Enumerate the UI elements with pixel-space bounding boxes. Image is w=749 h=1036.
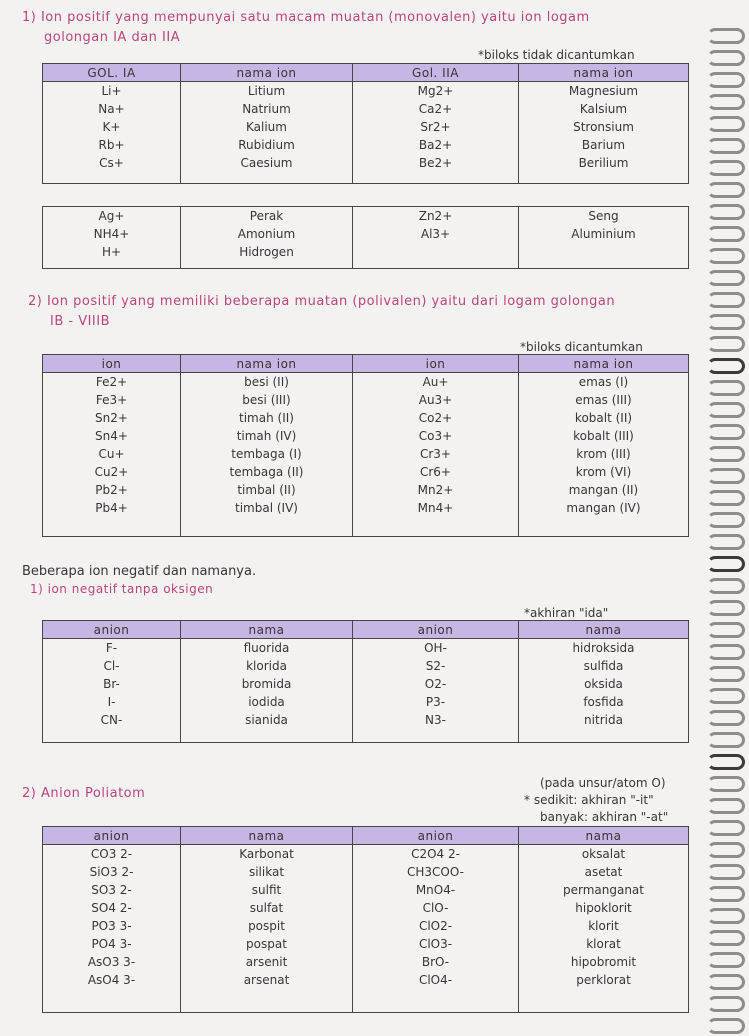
- table-cell: klorat: [586, 937, 621, 951]
- table-cell: H+: [101, 245, 122, 259]
- column-ion: [43, 207, 180, 261]
- table-cell: P3-: [425, 695, 446, 709]
- column-ion: [353, 207, 518, 243]
- table-cell: ClO2-: [418, 919, 453, 933]
- header-nama: nama: [181, 827, 353, 845]
- table-cell: MnO4-: [415, 883, 456, 897]
- polyvalent-table: [42, 354, 689, 537]
- table-cell: tembaga (II): [229, 465, 304, 479]
- header-nama-ion: nama ion: [519, 64, 689, 82]
- table-cell: sulfat: [249, 901, 284, 915]
- header-anion: anion: [43, 621, 181, 639]
- binder-ring: [707, 468, 745, 484]
- column-name: [181, 373, 352, 517]
- table-cell: Amonium: [237, 227, 296, 241]
- binder-ring: [707, 358, 745, 374]
- table-cell: Cl-: [103, 659, 120, 673]
- header-nama: nama: [519, 827, 689, 845]
- table-cell: Sr2+: [420, 120, 451, 134]
- table-cell: Caesium: [240, 156, 293, 170]
- binder-ring: [707, 314, 745, 330]
- header-nama: nama: [519, 621, 689, 639]
- header-nama-ion: nama ion: [181, 64, 353, 82]
- binder-ring: [707, 908, 745, 924]
- binder-ring: [707, 160, 745, 176]
- table-cell: S2-: [425, 659, 446, 673]
- table-cell: timah (IV): [236, 429, 297, 443]
- table-cell: Natrium: [242, 102, 291, 116]
- header-ion: ion: [43, 355, 181, 373]
- table-cell: ClO3-: [418, 937, 453, 951]
- section1-heading-line1: 1) Ion positif yang mempunyai satu macam muatan (monovalen) yaitu ion logam: [22, 10, 590, 25]
- section3-note: *akhiran "ida": [524, 606, 609, 620]
- table-cell: fosfida: [583, 695, 624, 709]
- table-cell: CH3COO-: [407, 865, 464, 879]
- binder-ring: [707, 886, 745, 902]
- table-cell: Berilium: [578, 156, 629, 170]
- table-cell: Aluminium: [571, 227, 636, 241]
- table-cell: CN-: [100, 713, 123, 727]
- negative-ions-intro: Beberapa ion negatif dan namanya.: [22, 564, 257, 579]
- monovalent-table-2: [42, 206, 689, 269]
- table-cell: Stronsium: [573, 120, 634, 134]
- table-cell: Fe3+: [95, 393, 128, 407]
- table-cell: arsenit: [245, 955, 288, 969]
- binder-ring: [707, 622, 745, 638]
- table-cell: Ag+: [98, 209, 125, 223]
- section4-note-line2: * sedikit: akhiran "-it": [524, 793, 654, 807]
- table-cell: timah (II): [239, 411, 294, 425]
- table-cell: ClO-: [422, 901, 449, 915]
- table-cell: silikat: [248, 865, 285, 879]
- table-cell: Hidrogen: [239, 245, 294, 259]
- table-cell: SO4 2-: [91, 901, 132, 915]
- table-cell: mangan (IV): [566, 501, 641, 515]
- binder-ring: [707, 996, 745, 1012]
- table-cell: SiO3 2-: [89, 865, 134, 879]
- binder-ring: [707, 644, 745, 660]
- binder-ring: [707, 578, 745, 594]
- binder-ring: [707, 270, 745, 286]
- spiral-binding: [701, 0, 749, 1036]
- table-cell: Litium: [247, 84, 286, 98]
- binder-ring: [707, 380, 745, 396]
- binder-ring: [707, 226, 745, 242]
- table-cell: CO3 2-: [90, 847, 133, 861]
- binder-ring: [707, 930, 745, 946]
- section1-heading-line2: golongan IA dan IIA: [44, 30, 181, 45]
- header-nama: nama: [181, 621, 353, 639]
- header-gol-iia: Gol. IIA: [353, 64, 519, 82]
- header-gol-ia: GOL. IA: [43, 64, 181, 82]
- table-cell: pospat: [246, 937, 287, 951]
- table-cell: F-: [105, 641, 118, 655]
- table-cell: Mn4+: [417, 501, 454, 515]
- binder-ring: [707, 116, 745, 132]
- table-cell: K+: [102, 120, 121, 134]
- binder-ring: [707, 512, 745, 528]
- column-name: [181, 82, 352, 172]
- table-cell: Mg2+: [417, 84, 454, 98]
- table-cell: perklorat: [576, 973, 631, 987]
- table-cell: arsenat: [243, 973, 290, 987]
- binder-ring: [707, 974, 745, 990]
- table-cell: Rb+: [98, 138, 125, 152]
- header-ion: ion: [353, 355, 519, 373]
- binder-ring: [707, 820, 745, 836]
- binder-ring: [707, 204, 745, 220]
- binder-ring: [707, 776, 745, 792]
- section4-note-line3: banyak: akhiran "-at": [540, 810, 669, 824]
- binder-ring: [707, 534, 745, 550]
- binder-ring: [707, 424, 745, 440]
- table-cell: bromida: [241, 677, 292, 691]
- column-name: [181, 207, 352, 261]
- table-cell: O2-: [424, 677, 447, 691]
- table-cell: timbal (II): [237, 483, 296, 497]
- table-cell: krom (VI): [575, 465, 632, 479]
- table-cell: kobalt (III): [573, 429, 634, 443]
- table-cell: Cs+: [99, 156, 124, 170]
- binder-ring: [707, 666, 745, 682]
- table-cell: Magnesium: [568, 84, 639, 98]
- table-cell: Cu2+: [94, 465, 129, 479]
- binder-ring: [707, 402, 745, 418]
- section2-heading-line2: IB - VIIIB: [50, 314, 111, 329]
- table-cell: tembaga (I): [231, 447, 302, 461]
- binder-ring: [707, 1018, 745, 1034]
- table-cell: klorit: [588, 919, 619, 933]
- table-cell: Karbonat: [239, 847, 294, 861]
- column-name: [181, 845, 352, 989]
- binder-ring: [707, 600, 745, 616]
- binder-ring: [707, 182, 745, 198]
- binder-ring: [707, 292, 745, 308]
- monovalent-table: [42, 63, 689, 184]
- binder-ring: [707, 556, 745, 572]
- table-cell: besi (III): [242, 393, 291, 407]
- binder-ring: [707, 864, 745, 880]
- section1-note: *biloks tidak dicantumkan: [478, 48, 635, 62]
- binder-ring: [707, 842, 745, 858]
- section2-heading-line1: 2) Ion positif yang memiliki beberapa muatan (polivalen) yaitu dari logam golongan: [28, 294, 616, 309]
- binder-ring: [707, 688, 745, 704]
- binder-ring: [707, 50, 745, 66]
- section3-heading: 1) ion negatif tanpa oksigen: [30, 582, 214, 596]
- column-anion: [353, 639, 518, 729]
- binder-ring: [707, 446, 745, 462]
- table-cell: ClO4-: [418, 973, 453, 987]
- anion-table: [42, 620, 689, 743]
- column-name: [519, 639, 688, 729]
- section4-heading: 2) Anion Poliatom: [22, 786, 146, 801]
- binder-ring: [707, 138, 745, 154]
- table-cell: Barium: [581, 138, 626, 152]
- table-cell: sulfit: [251, 883, 282, 897]
- table-cell: timbal (IV): [235, 501, 298, 515]
- table-cell: Pb4+: [95, 501, 128, 515]
- polyatomic-anion-table: [42, 826, 689, 1013]
- table-cell: Au+: [422, 375, 449, 389]
- table-cell: AsO3 3-: [87, 955, 136, 969]
- column-name: [181, 639, 352, 729]
- column-anion: [43, 639, 180, 729]
- table-cell: C2O4 2-: [411, 847, 460, 861]
- table-cell: Sn4+: [95, 429, 128, 443]
- column-name: [519, 82, 688, 172]
- table-cell: iodida: [248, 695, 285, 709]
- binder-ring: [707, 72, 745, 88]
- table-cell: Ca2+: [418, 102, 453, 116]
- table-cell: emas (I): [578, 375, 629, 389]
- table-cell: permanganat: [562, 883, 644, 897]
- column-name: [519, 207, 688, 243]
- table-cell: Br-: [103, 677, 120, 691]
- section2-note: *biloks dicantumkan: [520, 340, 643, 354]
- table-cell: Be2+: [418, 156, 453, 170]
- table-cell: I-: [107, 695, 116, 709]
- header-anion: anion: [353, 827, 519, 845]
- table-cell: NH4+: [93, 227, 130, 241]
- table-cell: SO3 2-: [91, 883, 132, 897]
- binder-ring: [707, 798, 745, 814]
- column-anion: [353, 845, 518, 989]
- column-ion: [43, 373, 180, 517]
- table-cell: mangan (II): [568, 483, 639, 497]
- header-anion: anion: [43, 827, 181, 845]
- table-cell: Fe2+: [95, 375, 128, 389]
- table-cell: OH-: [424, 641, 447, 655]
- table-cell: sianida: [245, 713, 288, 727]
- table-cell: Seng: [588, 209, 619, 223]
- table-cell: Au3+: [418, 393, 453, 407]
- table-cell: Na+: [98, 102, 125, 116]
- table-cell: Cr3+: [419, 447, 451, 461]
- table-cell: emas (III): [575, 393, 632, 407]
- column-name: [519, 373, 688, 517]
- table-cell: Zn2+: [418, 209, 453, 223]
- table-cell: N3-: [425, 713, 446, 727]
- header-anion: anion: [353, 621, 519, 639]
- column-anion: [43, 845, 180, 989]
- table-cell: Co2+: [418, 411, 453, 425]
- table-cell: hidroksida: [572, 641, 635, 655]
- binder-ring: [707, 490, 745, 506]
- table-cell: Cr6+: [419, 465, 451, 479]
- table-cell: AsO4 3-: [87, 973, 136, 987]
- binder-ring: [707, 28, 745, 44]
- table-cell: Rubidium: [238, 138, 295, 152]
- column-ion: [43, 82, 180, 172]
- table-cell: BrO-: [421, 955, 450, 969]
- table-cell: Co3+: [418, 429, 453, 443]
- table-cell: oksida: [584, 677, 623, 691]
- binder-ring: [707, 94, 745, 110]
- binder-ring: [707, 952, 745, 968]
- table-cell: Sn2+: [95, 411, 128, 425]
- table-cell: Cu+: [98, 447, 125, 461]
- header-nama-ion: nama ion: [181, 355, 353, 373]
- table-cell: Kalium: [246, 120, 287, 134]
- header-nama-ion: nama ion: [519, 355, 689, 373]
- table-cell: PO3 3-: [91, 919, 132, 933]
- table-cell: hipobromit: [570, 955, 637, 969]
- table-cell: PO4 3-: [91, 937, 132, 951]
- table-cell: hipoklorit: [575, 901, 632, 915]
- section4-note-line1: (pada unsur/atom O): [540, 776, 666, 790]
- table-cell: nitrida: [584, 713, 623, 727]
- binder-ring: [707, 754, 745, 770]
- table-cell: krom (III): [576, 447, 631, 461]
- table-cell: Li+: [101, 84, 122, 98]
- table-cell: oksalat: [581, 847, 626, 861]
- table-cell: kobalt (II): [574, 411, 633, 425]
- binder-ring: [707, 336, 745, 352]
- binder-ring: [707, 248, 745, 264]
- table-cell: asetat: [584, 865, 623, 879]
- table-cell: Kalsium: [579, 102, 628, 116]
- table-cell: Perak: [249, 209, 284, 223]
- binder-ring: [707, 732, 745, 748]
- column-name: [519, 845, 688, 989]
- table-cell: Pb2+: [95, 483, 128, 497]
- column-ion: [353, 82, 518, 172]
- table-cell: sulfida: [583, 659, 624, 673]
- table-cell: fluorida: [243, 641, 290, 655]
- table-cell: klorida: [246, 659, 287, 673]
- table-cell: Al3+: [420, 227, 451, 241]
- table-cell: pospit: [248, 919, 285, 933]
- column-ion: [353, 373, 518, 517]
- binder-ring: [707, 710, 745, 726]
- table-cell: besi (II): [244, 375, 289, 389]
- table-cell: Ba2+: [418, 138, 453, 152]
- table-cell: Mn2+: [417, 483, 454, 497]
